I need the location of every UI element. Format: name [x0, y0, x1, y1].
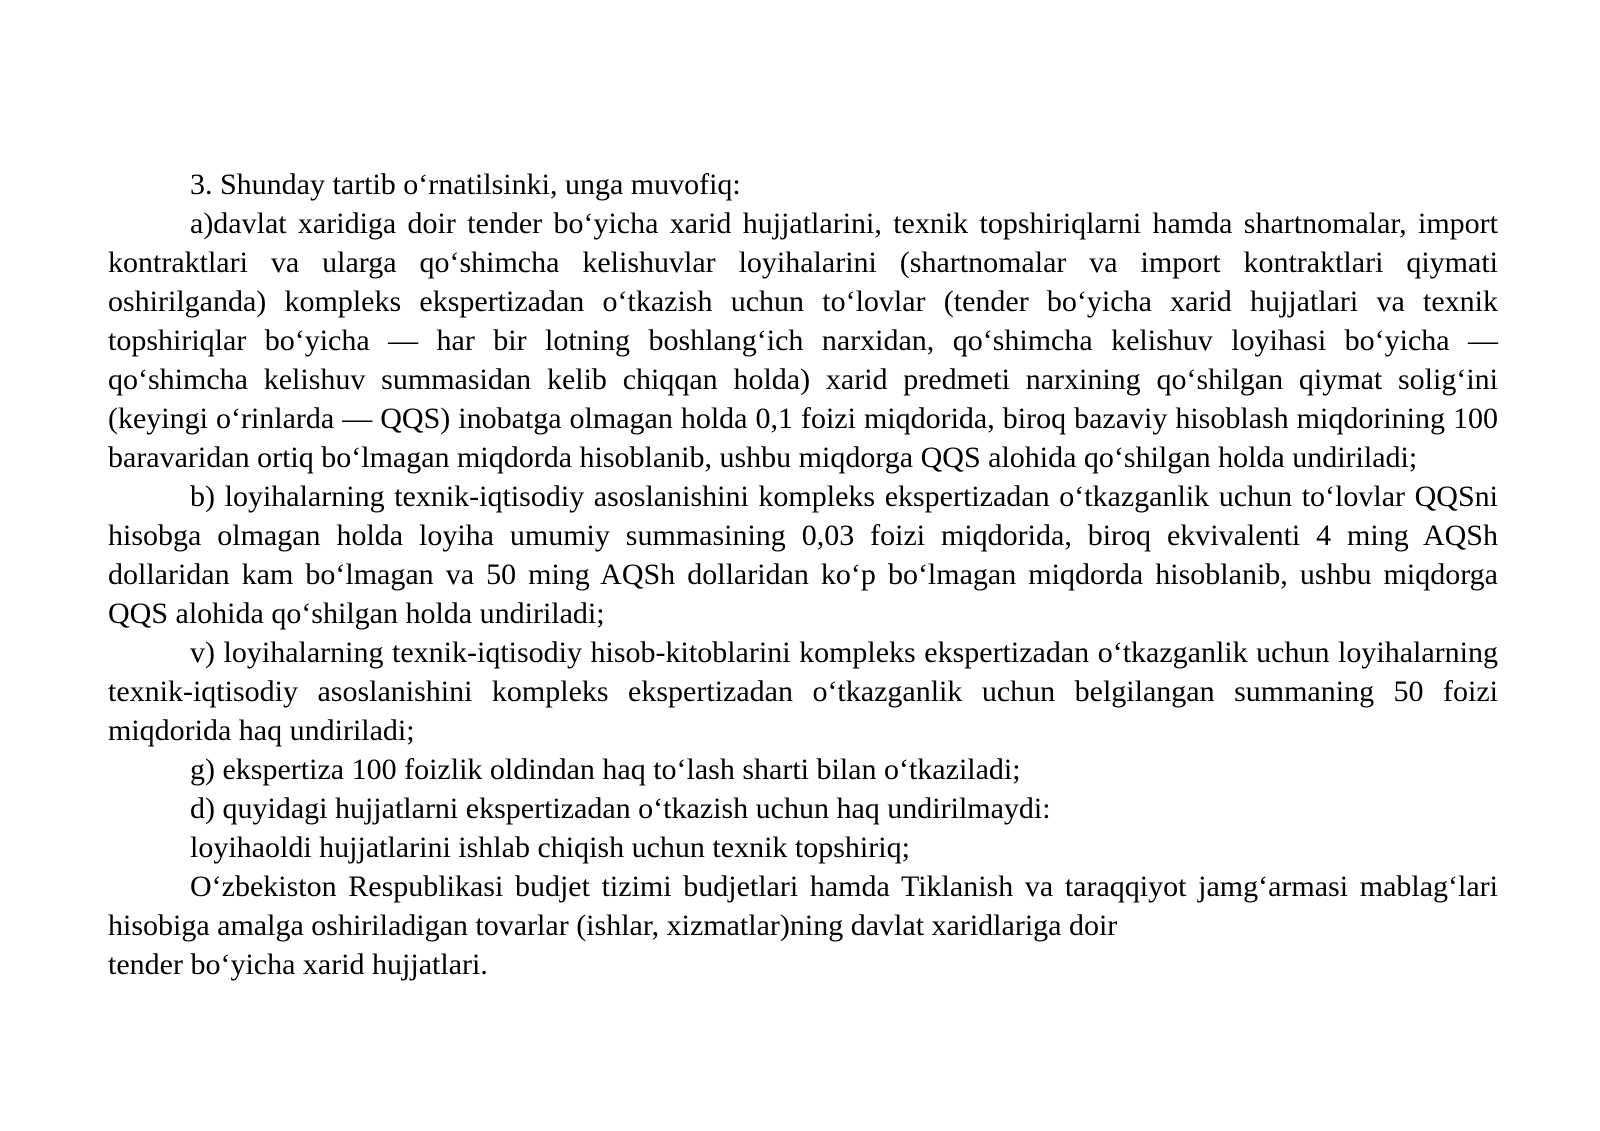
paragraph-item-d-sub1: loyihaoldi hujjatlarini ishlab chiqish uchun texnik topshiriq;	[190, 831, 910, 864]
paragraph-item-v: v) loyihalarning texnik-iqtisodiy hisob-kitoblarini kompleks ekspertizadan o‘tkazganlik uchun loyihalarning texnik-iqtisodiy asoslanishini kompleks ekspertizadan o‘tkazganlik uchun belgilangan summaning 50 foizi miqdorida haq undiriladi;	[108, 636, 1498, 747]
document-body	[108, 165, 1498, 984]
paragraph-item-a: a)davlat xaridiga doir tender bo‘yicha xarid hujjatlarini, texnik topshiriqlarni hamda shartnomalar, import kontraktlari va ularga qo‘shimcha kelishuvlar loyihalarini (shartnomalar va import kontraktlari qiymati oshirilganda) kompleks ekspertizadan o‘tkazish uchun to‘lovlar (tender bo‘yicha xarid hujjatlari va texnik topshiriqlar bo‘yicha — har bir lotning boshlang‘ich narxidan, qo‘shimcha kelishuv loyihasi bo‘yicha — qo‘shimcha kelishuv summasidan kelib chiqqan holda) xarid predmeti narxining qo‘shilgan qiymat solig‘ini (keyingi o‘rinlarda — QQS) inobatga olmagan holda 0,1 foizi miqdorida, biroq bazaviy hisoblash miqdorining 100 baravaridan ortiq bo‘lmagan miqdorda hisoblanib, ushbu miqdorga QQS alohida qo‘shilgan holda undiriladi;	[108, 207, 1498, 474]
paragraph-item-d-sub2-cont: tender bo‘yicha xarid hujjatlari.	[108, 948, 488, 981]
paragraph-item-d: d) quyidagi hujjatlarni ekspertizadan o‘tkazish uchun haq undirilmaydi:	[190, 792, 1051, 825]
paragraph-item-b: b) loyihalarning texnik-iqtisodiy asoslanishini kompleks ekspertizadan o‘tkazganlik uchun to‘lovlar QQSni hisobga olmagan holda loyiha umumiy summasining 0,03 foizi miqdorida, biroq ekvivalenti 4 ming AQSh dollaridan kam bo‘lmagan va 50 ming AQSh dollaridan ko‘p bo‘lmagan miqdorda hisoblanib, ushbu miqdorga QQS alohida qo‘shilgan holda undiriladi;	[108, 480, 1498, 630]
paragraph-item-d-sub2: O‘zbekiston Respublikasi budjet tizimi budjetlari hamda Tiklanish va taraqqiyot jamg‘armasi mablag‘lari hisobiga amalga oshiriladigan tovarlar (ishlar, xizmatlar)ning davlat xaridlariga doir	[108, 870, 1498, 942]
paragraph-intro: 3. Shunday tartib o‘rnatilsinki, unga muvofiq:	[190, 168, 741, 201]
paragraph-item-g: g) ekspertiza 100 foizlik oldindan haq to‘lash sharti bilan o‘tkaziladi;	[190, 753, 1021, 786]
